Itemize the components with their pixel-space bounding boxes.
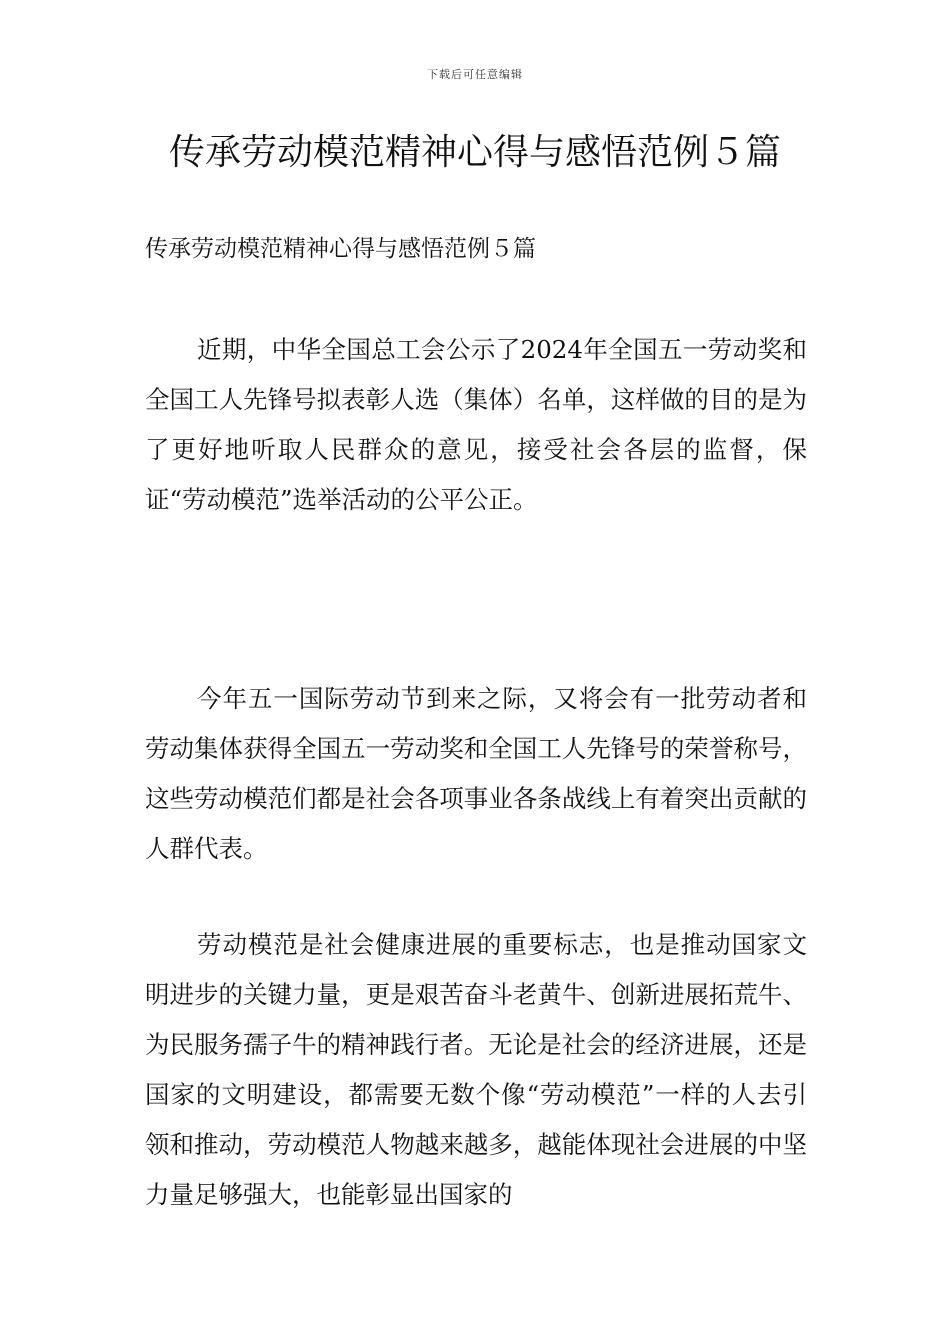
paragraph-1: 近期，中华全国总工会公示了2024年全国五一劳动奖和全国工人先锋号拟表彰人选（集体）名单，这样做的目的是为了更好地听取人民群众的意见，接受社会各层的监督，保证“劳动模范”选举活动的公平公正。 (145, 335, 807, 514)
document-subtitle: 传承劳动模范精神心得与感悟范例５篇 (145, 236, 536, 262)
paragraph-2: 今年五一国际劳动节到来之际，又将会有一批劳动者和劳动集体获得全国五一劳动奖和全国工人先锋号的荣誉称号，这些劳动模范们都是社会各项事业各条战线上有着突出贡献的人群代表。 (145, 684, 807, 863)
paragraph-3: 劳动模范是社会健康进展的重要标志，也是推动国家文明进步的关键力量，更是艰苦奋斗老黄牛、创新进展拓荒牛、为民服务孺子牛的精神践行者。无论是社会的经济进展，还是国家的文明建设，都需要无数个像“劳动模范”一样的人去引领和推动，劳动模范人物越来越多，越能体现社会进展的中坚力量足够强大，也能彰显出国家的 (145, 930, 807, 1209)
document-title: 传承劳动模范精神心得与感悟范例５篇 (168, 132, 781, 173)
header-note: 下载后可任意编辑 (427, 68, 523, 81)
